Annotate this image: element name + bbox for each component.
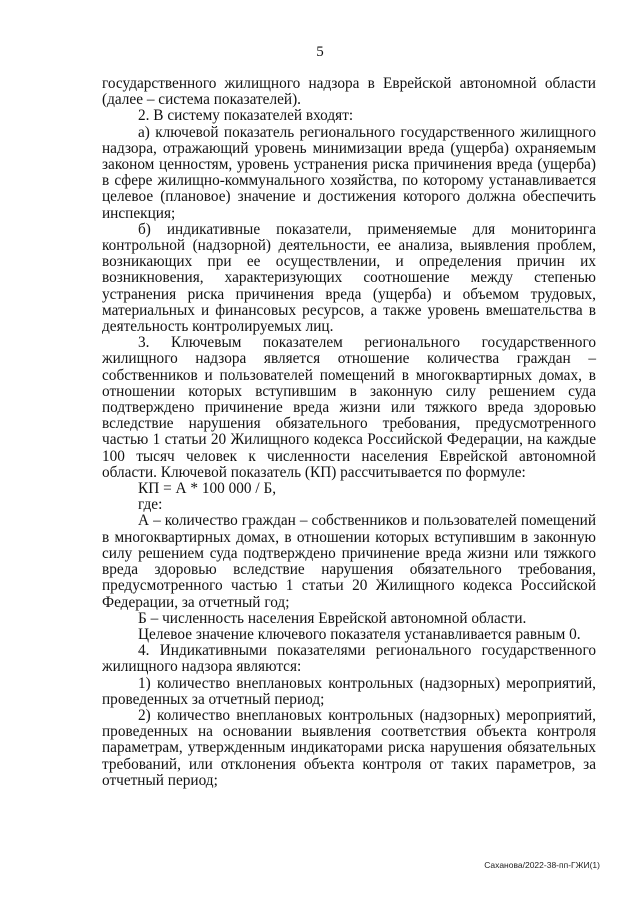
paragraph-item-2b: б) индикативные показатели, применяемые для мониторинга контрольной (надзорной) деятельности, ее анализа, выявления проблем, возникающих при ее осуществлении, и определения причин их возникновения, характеризующих соотношение между степенью устранения риска причинения вреда (ущерба) и объемом трудовых, материальных и финансовых ресурсов, а также уровень вмешательства в деятельность контролируемых лиц. <box>102 220 596 336</box>
formula-variable-b: Б – численность населения Еврейской автономной области. <box>138 609 527 627</box>
paragraph-system-definition: государственного жилищного надзора в Еврейской автономной области (далее – система показателей). <box>102 75 596 109</box>
paragraph-item-2a: а) ключевой показатель регионального государственного жилищного надзора, отражающий уровень минимизации вреда (ущерба) охраняемым законом ценностям, уровень устранения риска причинения вреда (ущерба) в сфере жилищно-коммунального хозяйства, по которому устанавливается целевое (плановое) значение и достижения которого должна обеспечить инспекция; <box>102 123 596 222</box>
paragraph-item-2: 2. В систему показателей входят: <box>138 107 354 125</box>
paragraph-item-4-2: 2) количество внеплановых контрольных (надзорных) мероприятий, проведенных на основании выявления соответствия объекта контроля параметрам, утвержденным индикаторами риска нарушения обязательных требований, или отклонения объекта контроля от таких параметров, за отчетный период; <box>102 706 596 789</box>
document-code: Саханова/2022-38-пп-ГЖИ(1) <box>484 860 600 870</box>
paragraph-item-4: 4. Индикативными показателями регионального государственного жилищного надзора являются: <box>102 642 596 676</box>
formula: КП = А * 100 000 / Б, <box>138 480 277 498</box>
paragraph-item-4-1: 1) количество внеплановых контрольных (надзорных) мероприятий, проведенных за отчетный период; <box>102 674 596 708</box>
page-number: 5 <box>316 44 324 60</box>
paragraph-item-3: 3. Ключевым показателем регионального государственного жилищного надзора является отношение количества граждан – собственников и пользователей помещений в многоквартирных домах, в отношении которых вступившим в законную силу решением суда подтверждено причинение вреда жизни или тяжкого вреда здоровью вследствие нарушения обязательного требования, предусмотренного частью 1 статьи 20 Жилищного кодекса Российской Федерации, на каждые 100 тысяч человек к численности населения Еврейской автономной области. Ключевой показатель (КП) рассчитывается по формуле: <box>102 334 596 481</box>
formula-where: где: <box>138 496 163 514</box>
formula-variable-a: А – количество граждан – собственников и пользователей помещений в многоквартирных домах, в отношении которых вступившим в законную силу решением суда подтверждено причинение вреда жизни или тяжкого вреда здоровью вследствие нарушения обязательного требования, предусмотренного частью 1 статьи 20 Жилищного кодекса Российской Федерации, за отчетный год; <box>102 512 596 611</box>
document-body <box>102 76 596 789</box>
target-value: Целевое значение ключевого показателя устанавливается равным 0. <box>138 625 581 643</box>
